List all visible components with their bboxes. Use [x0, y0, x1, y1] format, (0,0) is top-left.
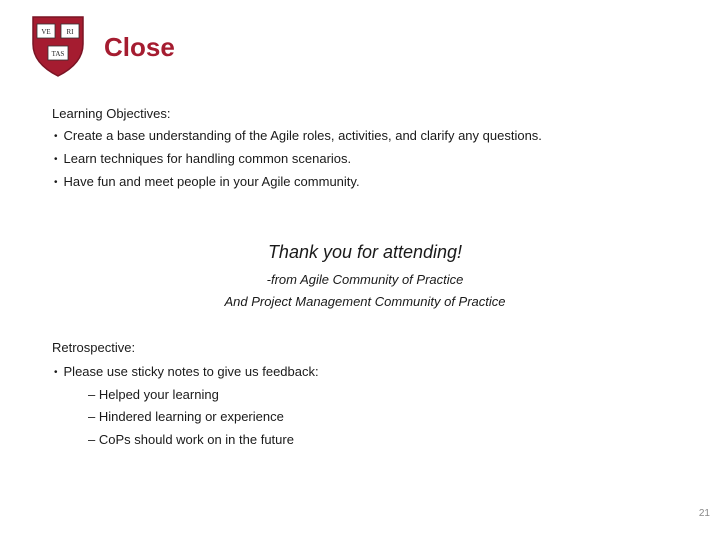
logo-text-ve: VE — [41, 28, 51, 36]
thanks-from-line-1: -from Agile Community of Practice — [266, 272, 464, 287]
page-number: 21 — [698, 508, 710, 519]
objective-item: • Learn techniques for handling common scenarios. — [54, 151, 351, 166]
objective-item: • Create a base understanding of the Agile roles, activities, and clarify any questions. — [54, 128, 542, 143]
logo-text-ri: RI — [66, 28, 74, 36]
shield-logo — [30, 14, 86, 78]
slide-title: Close — [104, 32, 175, 62]
retrospective-bullet: • Please use sticky notes to give us feedback: — [54, 364, 319, 379]
retrospective-heading: Retrospective: — [52, 340, 136, 355]
thank-you-message: Thank you for attending! — [267, 242, 463, 262]
retrospective-subitem: – CoPs should work on in the future — [88, 432, 294, 447]
logo-text-tas: TAS — [51, 50, 65, 58]
objective-item: • Have fun and meet people in your Agile community. — [54, 174, 360, 189]
retrospective-subitem: – Helped your learning — [88, 387, 219, 402]
objectives-heading: Learning Objectives: — [52, 106, 171, 121]
thanks-from-line-2: And Project Management Community of Practice — [224, 294, 506, 309]
retrospective-subitem: – Hindered learning or experience — [88, 409, 284, 424]
